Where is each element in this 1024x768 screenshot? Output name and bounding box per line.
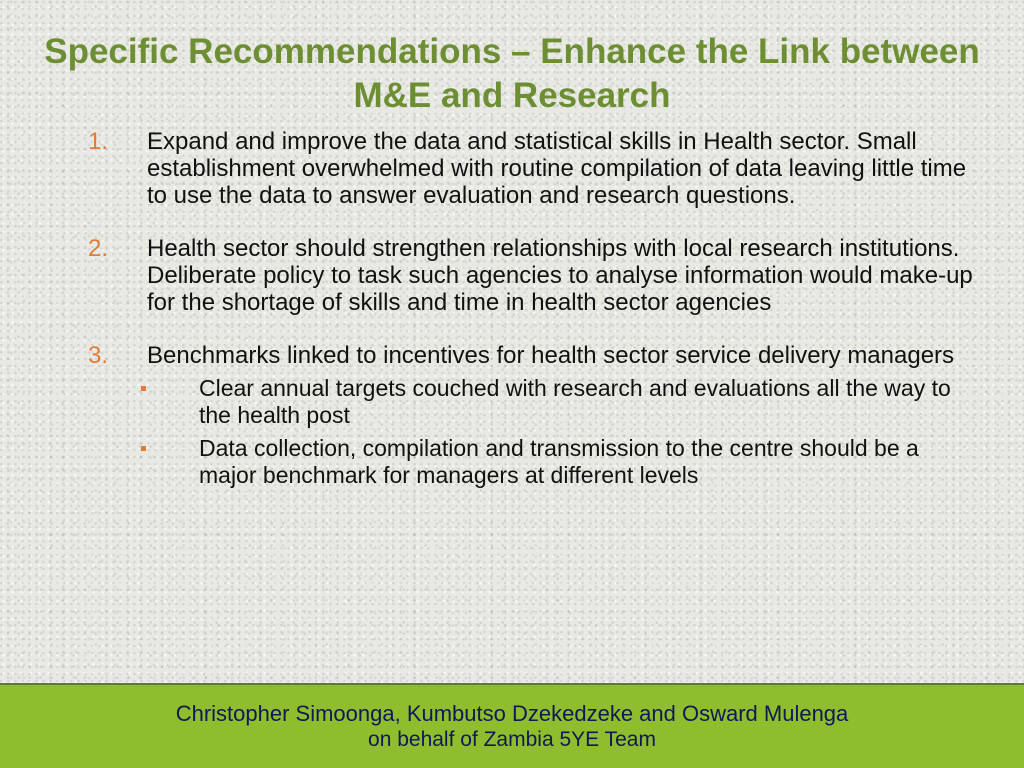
item-number: 3.	[88, 342, 109, 369]
item-number: 1.	[88, 128, 109, 155]
item-text: Health sector should strengthen relationships with local research institutions. Deliberate policy to task such agencies to analyse information would make-up for the shortage of skills and time in health sector agencies	[147, 235, 973, 316]
slide-title: Specific Recommendations – Enhance the Link between M&E and Research	[44, 32, 980, 115]
sub-item-text: Clear annual targets couched with research and evaluations all the way to the health post	[199, 375, 951, 428]
list-item	[0, 342, 1024, 489]
item-number: 2.	[88, 235, 109, 262]
footer-authors: Christopher Simoonga, Kumbutso Dzekedzeke and Osward Mulenga	[175, 701, 849, 726]
footer-affiliation: on behalf of Zambia 5YE Team	[368, 728, 656, 751]
footer-bar	[0, 683, 1024, 768]
sub-list-item	[0, 435, 1024, 489]
square-bullet-icon	[141, 386, 146, 391]
item-text: Expand and improve the data and statistical skills in Health sector. Small establishment overwhelmed with routine compilation of data leaving little time to use the data to answer evaluation and research questions.	[147, 128, 967, 209]
sub-item-text: Data collection, compilation and transmission to the centre should be a major benchmark for managers at different levels	[199, 435, 919, 488]
square-bullet-icon	[141, 446, 146, 451]
list-item	[0, 235, 1024, 316]
recommendation-list	[0, 128, 1024, 515]
sub-list-item	[0, 375, 1024, 429]
list-item	[0, 128, 1024, 209]
item-text: Benchmarks linked to incentives for health sector service delivery managers	[147, 342, 955, 369]
